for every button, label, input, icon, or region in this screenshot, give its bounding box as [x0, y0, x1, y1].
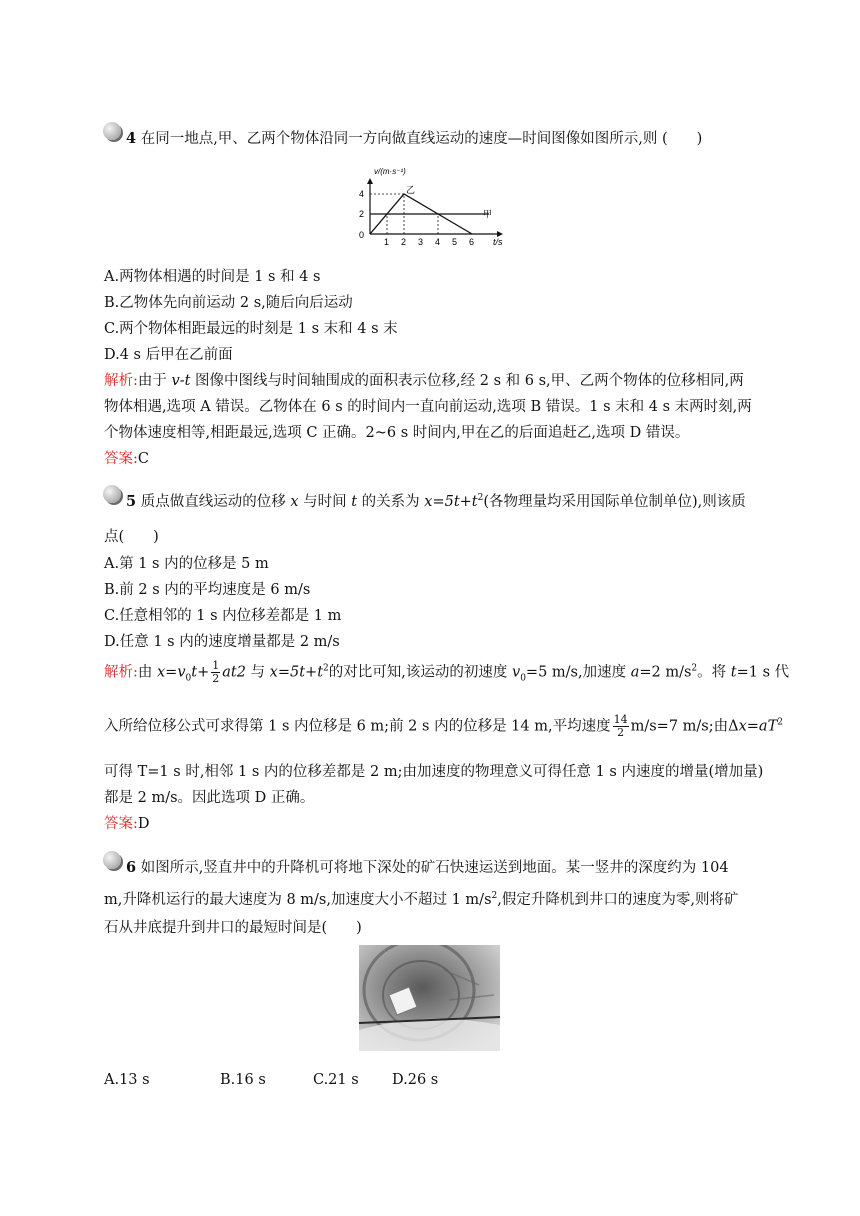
- q5-answer: [104, 812, 150, 833]
- q5-stem: [126, 490, 746, 511]
- superscript: 2: [491, 891, 498, 902]
- q5-stem-text: (各物理量均采用国际单位制单位),则该质: [483, 494, 746, 510]
- q5-analysis-line1: [104, 660, 789, 685]
- q6-option-b: B.16 s: [220, 1072, 266, 1088]
- q5-number: 5: [126, 493, 137, 510]
- q4-option-c: C.两个物体相距最远的时刻是 1 s 末和 4 s 末: [104, 321, 398, 337]
- q5-option-a: A.第 1 s 内的位移是 5 m: [104, 556, 269, 572]
- q5-analysis-text: m/s=7 m/s;由Δ: [630, 718, 739, 735]
- superscript: 2: [691, 663, 698, 674]
- q5-stem-line2: 点( ): [104, 529, 159, 545]
- q6-option-c: C.21 s: [313, 1072, 359, 1088]
- question-badge-icon: [103, 485, 121, 503]
- x-tick-label: 2: [401, 237, 407, 247]
- q5-analysis-text: 由: [137, 664, 153, 681]
- formula: at2: [222, 664, 246, 681]
- formula: t+: [191, 664, 210, 681]
- q4-analysis-vt: v-t: [171, 373, 191, 389]
- q4-stem-text: 在同一地点,甲、乙两个物体沿同一方向做直线运动的速度—时间图像如图所示,则 ( ): [140, 131, 703, 147]
- q5-analysis-label: 解析:: [104, 664, 138, 681]
- x-tick-label: 4: [435, 237, 441, 247]
- x-axis-label: t/s: [493, 237, 503, 247]
- superscript: 2: [323, 663, 329, 674]
- q5-stem-text: 与时间: [303, 494, 347, 510]
- question-badge-icon: [103, 122, 121, 140]
- q5-option-c: C.任意相邻的 1 s 内位移差都是 1 m: [104, 608, 342, 624]
- fraction-14-2: [613, 714, 629, 739]
- y-tick-label: 4: [359, 189, 365, 199]
- y-tick-label: 2: [359, 209, 365, 219]
- series-label-jia: 甲: [483, 209, 493, 219]
- x-tick-label: 3: [418, 237, 424, 247]
- fraction-half: [211, 660, 220, 685]
- x-tick-label: 1: [384, 237, 390, 247]
- q5-analysis-text: =2 m/s: [639, 664, 692, 681]
- subscript: 0: [520, 673, 526, 684]
- q6-stem-text: m,升降机运行的最大速度为 8 m/s,加速度大小不超过 1 m/s: [104, 892, 492, 908]
- q4-analysis-text: 由于: [137, 373, 167, 389]
- q5-analysis-text: =5 m/s,加速度: [525, 664, 627, 681]
- q4-analysis-label: 解析:: [104, 373, 138, 389]
- x-tick-label: 5: [452, 237, 458, 247]
- q6-option-a: A.13 s: [104, 1072, 150, 1088]
- formula: v: [511, 664, 521, 681]
- q5-answer-value: D: [137, 816, 150, 832]
- q5-option-b: B.前 2 s 内的平均速度是 6 m/s: [104, 582, 311, 598]
- y-axis-label: v/(m·s⁻¹): [374, 167, 406, 176]
- q5-var: x: [290, 494, 299, 510]
- q6-stem-line2: [104, 888, 738, 909]
- q6-stem: [126, 856, 729, 877]
- q4-answer: [104, 447, 149, 468]
- formula: x=v: [157, 664, 186, 681]
- formula: x=5t+t: [269, 664, 324, 681]
- mine-shaft-photo: [359, 945, 500, 1051]
- q5-analysis-text: 的对比可知,该运动的初速度: [328, 664, 508, 681]
- q5-var: t: [351, 494, 358, 510]
- q5-analysis-line3: 可得 T=1 s 时,相邻 1 s 内的位移差都是 2 m;由加速度的物理意义可得任意 1 s 内速度的增量(增加量): [104, 764, 764, 780]
- y-axis-arrow: [367, 178, 373, 184]
- q4-analysis-line2: 物体相遇,选项 A 错误。乙物体在 6 s 的时间内一直向前运动,选项 B 错误。1 s 末和 4 s 末两时刻,两: [104, 399, 752, 415]
- q5-analysis-text: 与: [250, 664, 266, 681]
- q5-analysis-line4: 都是 2 m/s。因此选项 D 正确。: [104, 790, 315, 806]
- q4-analysis-line3: 个物体速度相等,相距最远,选项 C 正确。2~6 s 时间内,甲在乙的后面追赶乙,选项 D 错误。: [104, 425, 690, 441]
- q6-option-d: D.26 s: [392, 1072, 439, 1088]
- q4-option-b: B.乙物体先向前运动 2 s,随后向后运动: [104, 295, 353, 311]
- q5-analysis-text: =1 s 代: [736, 664, 790, 681]
- q4-number: 4: [126, 130, 137, 147]
- q4-option-a: A.两物体相遇的时间是 1 s 和 4 s: [104, 269, 321, 285]
- q4-answer-label: 答案:: [104, 451, 138, 467]
- q4-stem: [126, 127, 702, 148]
- q5-option-d: D.任意 1 s 内的速度增量都是 2 m/s: [104, 634, 340, 650]
- q6-stem-line3: 石从井底提升到井口的最短时间是( ): [104, 920, 362, 936]
- question-badge-icon: [103, 851, 121, 869]
- q4-analysis-line1: [104, 369, 744, 390]
- q4-analysis-text: 图像中图线与时间轴围成的面积表示位移,经 2 s 和 6 s,甲、乙两个物体的位移相同,两: [195, 373, 744, 389]
- vt-chart: [352, 162, 512, 252]
- q5-analysis-text: 。将: [697, 664, 727, 681]
- q5-formula: x=5t+t: [424, 494, 478, 510]
- q5-answer-label: 答案:: [104, 816, 138, 832]
- fraction-denominator: 2: [212, 672, 220, 685]
- superscript: 2: [777, 717, 783, 728]
- q4-answer-value: C: [137, 451, 149, 467]
- x-tick-label: 6: [469, 237, 475, 247]
- fraction-numerator: 1: [212, 659, 220, 672]
- q5-analysis-line2: [104, 714, 783, 739]
- q4-option-d: D.4 s 后甲在乙前面: [104, 347, 233, 363]
- series-label-yi: 乙: [406, 185, 416, 195]
- q5-stem-text: 的关系为: [361, 494, 420, 510]
- fraction-denominator: 2: [617, 726, 625, 739]
- q6-stem-text: ,假定升降机到井口的速度为零,则将矿: [497, 892, 739, 908]
- subscript: 0: [185, 673, 192, 684]
- origin-label: 0: [359, 230, 365, 240]
- q5-analysis-text: 入所给位移公式可求得第 1 s 内位移是 6 m;前 2 s 内的位移是 14 m,平均速度: [104, 718, 611, 735]
- formula: a: [630, 664, 640, 681]
- superscript: 2: [477, 493, 484, 504]
- q5-stem-text: 质点做直线运动的位移: [140, 494, 286, 510]
- q6-number: 6: [126, 859, 137, 876]
- fraction-numerator: 14: [613, 713, 628, 726]
- formula: x=aT: [738, 718, 778, 735]
- q6-stem-text: 如图所示,竖直井中的升降机可将地下深处的矿石快速运送到地面。某一竖井的深度约为 104: [140, 860, 729, 876]
- formula: t: [730, 664, 737, 681]
